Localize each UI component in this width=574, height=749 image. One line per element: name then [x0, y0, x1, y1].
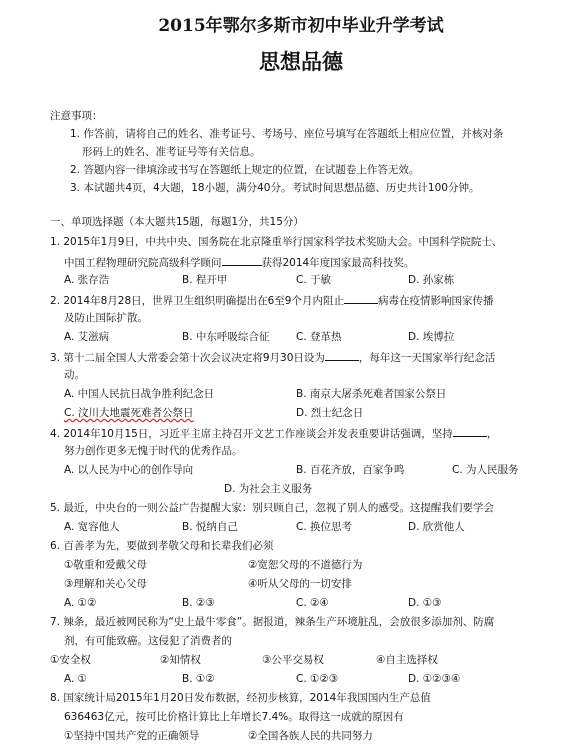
- question-7: 7. 辣条，最近被网民称为“史上最牛零食”。据报道，辣条生产环境脏乱，会放很多添加剂、防腐: [50, 616, 495, 628]
- option-c: C. ①②③: [296, 673, 339, 685]
- option-a: A. ①: [64, 673, 88, 685]
- option-d: D. 孙家栋: [408, 274, 455, 286]
- option-c: C. 为人民服务: [452, 464, 519, 476]
- option-c: C. 于敏: [296, 274, 332, 286]
- section-heading: 一、单项选择题（本大题共15题，每题1分，共15分）: [50, 216, 304, 228]
- option-b: B. ②③: [182, 597, 215, 609]
- question-7-options: [50, 673, 552, 692]
- option-a: A. 宽容他人: [64, 521, 120, 533]
- question-1-text-b: 获得2014年度国家最高科技奖。: [261, 257, 415, 269]
- question-3-options-row2: [50, 407, 552, 426]
- option-d: D. 为社会主义服务: [224, 483, 313, 495]
- statement-4: ④听从父母的一切安排: [248, 578, 352, 590]
- note-item-1-cont: 形码上的姓名、准考证号等有关信息。: [82, 146, 261, 158]
- statement-2: ②知情权: [160, 654, 201, 666]
- option-c: C. ②④: [296, 597, 329, 609]
- question-4-options-row2: [50, 483, 552, 502]
- question-1-options: [50, 274, 552, 293]
- question-1-cont: [50, 255, 552, 274]
- subject-title: 思想品德: [259, 50, 343, 74]
- statement-1: ①坚持中国共产党的正确领导: [64, 730, 200, 742]
- question-2-options: [50, 331, 552, 350]
- question-2: [50, 293, 552, 312]
- question-8-cont: 636463亿元，按可比价格计算比上年增长7.4%。取得这一成就的原因有: [64, 711, 404, 723]
- question-4-options-row1: [50, 464, 552, 483]
- option-a: A. 张存浩: [64, 274, 110, 286]
- question-6-statements-row1: [50, 559, 552, 578]
- option-b: B. 南京大屠杀死难者国家公祭日: [296, 388, 447, 400]
- question-4-text-a: 4. 2014年10月15日，习近平主席主持召开文艺工作座谈会并发表重要讲话强调，坚持: [50, 428, 453, 440]
- question-3-text-b: ，每年这一天国家举行纪念活: [358, 352, 496, 364]
- question-1-text-a: 中国工程物理研究院高级科学顾问: [64, 257, 222, 269]
- question-3-options-row1: [50, 388, 552, 407]
- statement-2: ②宽恕父母的不道德行为: [248, 559, 363, 571]
- option-b: B. 中东呼吸综合征: [182, 331, 270, 343]
- question-8-statements: [50, 730, 552, 749]
- option-b: B. 悦纳自己: [182, 521, 238, 533]
- statement-3: ③公平交易权: [262, 654, 324, 666]
- question-2-cont: 及防止国际扩散。: [64, 312, 148, 324]
- option-d: D. 埃博拉: [408, 331, 455, 343]
- answer-blank: [453, 426, 487, 437]
- option-a: A. 中国人民抗日战争胜利纪念日: [64, 388, 215, 400]
- option-d: D. 欣赏他人: [408, 521, 465, 533]
- option-b: B. 程开甲: [182, 274, 228, 286]
- option-d: D. 烈士纪念日: [296, 407, 364, 419]
- notes-heading: 注意事项：: [50, 110, 103, 122]
- statement-1: ①安全权: [50, 654, 91, 666]
- statement-1: ①敬重和爱戴父母: [64, 559, 147, 571]
- question-3: [50, 350, 552, 369]
- question-6-statements-row2: [50, 578, 552, 597]
- note-item-2: 2. 答题内容一律填涂或书写在答题纸上规定的位置，在试题卷上作答无效。: [70, 164, 420, 176]
- question-4: [50, 426, 552, 445]
- option-b: B. 百花齐放，百家争鸣: [296, 464, 405, 476]
- question-1: 1. 2015年1月9日，中共中央、国务院在北京隆重举行国家科学技术奖励大会。中国科学院院士、: [50, 236, 503, 248]
- question-7-statements: [50, 654, 552, 673]
- answer-blank: [222, 255, 262, 266]
- statement-4: ④自主选择权: [376, 654, 438, 666]
- option-c: C. 汶川大地震死难者公祭日: [64, 407, 194, 419]
- option-a: A. ①②: [64, 597, 97, 609]
- question-6: 6. 百善孝为先，要做到孝敬父母和长辈我们必须: [50, 540, 274, 552]
- option-d: D. ①②③④: [408, 673, 461, 685]
- question-4-text-b: ，: [486, 428, 498, 440]
- option-a: A. 艾滋病: [64, 331, 110, 343]
- answer-blank: [344, 293, 378, 304]
- question-7-cont: 剂，有可能致癌。这侵犯了消费者的: [64, 635, 232, 647]
- note-item-3: 3. 本试题共4页，4大题，18小题，满分40分。考试时间思想品德、历史共计100分钟。: [70, 182, 480, 194]
- note-item-1: 1. 作答前，请将自己的姓名、准考证号、考场号、座位号填写在答题纸上相应位置，并核对条: [70, 128, 504, 140]
- exam-title: 2015年鄂尔多斯市初中毕业升学考试: [158, 16, 444, 36]
- option-a: A. 以人民为中心的创作导向: [64, 464, 194, 476]
- question-2-text-a: 2. 2014年8月28日，世界卫生组织明确提出在6至9个月内阻止: [50, 295, 344, 307]
- question-8: 8. 国家统计局2015年1月20日发布数据，经初步核算，2014年我国国内生产总值: [50, 692, 431, 704]
- option-c: C. 登革热: [296, 331, 342, 343]
- question-3-text-a: 3. 第十二届全国人大常委会第十次会议决定将9月30日设为: [50, 352, 325, 364]
- answer-blank: [325, 350, 359, 361]
- question-6-options: [50, 597, 552, 616]
- option-d: D. ①③: [408, 597, 442, 609]
- question-5-options: [50, 521, 552, 540]
- question-4-cont: 努力创作更多无愧于时代的优秀作品。: [64, 445, 243, 457]
- question-3-cont: 动。: [64, 369, 85, 381]
- option-b: B. ①②: [182, 673, 215, 685]
- question-5: 5. 最近，中央台的一则公益广告提醒大家：别只顾自己，忽视了别人的感受。这提醒我们要学会: [50, 502, 494, 514]
- statement-3: ③理解和关心父母: [64, 578, 147, 590]
- option-c: C. 换位思考: [296, 521, 353, 533]
- statement-2: ②全国各族人民的共同努力: [248, 730, 373, 742]
- question-2-text-b: 病毒在疫情影响国家传播: [377, 295, 494, 307]
